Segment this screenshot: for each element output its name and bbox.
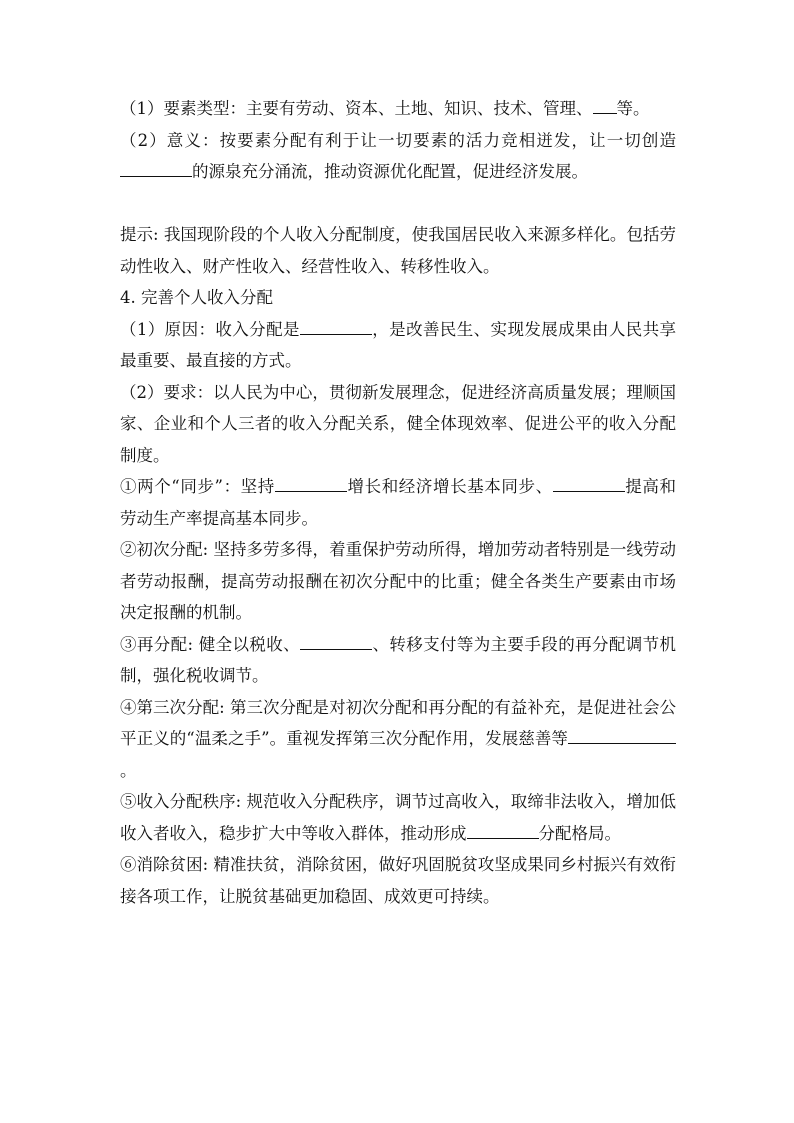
blank-line (593, 95, 617, 114)
text: （1）要素类型：主要有劳动、资本、土地、知识、技术、管理、 (120, 99, 593, 118)
text: 分配格局。 (538, 823, 621, 843)
document-body (120, 93, 676, 912)
blank-line (553, 473, 625, 492)
blank-line (300, 631, 372, 650)
blank-line (275, 473, 347, 492)
hint-paragraph: 提示: 我国现阶段的个人收入分配制度，使我国居民收入来源多样化。包括劳动性收入、财产性收入、经营性收入、转移性收入。 (120, 225, 676, 276)
text: 等。 (616, 99, 650, 118)
item-4-third-distribution (120, 692, 676, 787)
item-3-redistribution (120, 629, 676, 692)
blank-line (300, 316, 372, 335)
text: （2）意义：按要素分配有利于让一切要素的活力竞相迸发，让一切创造 (120, 130, 676, 150)
text: ③再分配: 健全以税收、 (120, 634, 301, 654)
text: ④第三次分配: 第三次分配是对初次分配和再分配的有益补充，是促进社会公平正义的“温柔之手”。重视发挥第三次分配作用，发展慈善等 (120, 697, 676, 748)
text: ①两个“同步”：坚持 (120, 477, 275, 496)
text: ，是改善民生、实现发展成果由人民共享最重要、最直接的方式。 (120, 319, 677, 370)
text: 增长和经济增长基本同步、 (346, 477, 553, 496)
blank-line (120, 158, 192, 177)
text: 。 (120, 760, 137, 780)
section-4-reason (120, 314, 676, 377)
text: ⑤收入分配秩序: 规范收入分配秩序，调节过高收入，取缔非法收入，增加低收入者收入，稳步扩大中等收入群体，推动形成 (120, 792, 676, 843)
item-1-two-sync (120, 471, 676, 534)
blank-line (568, 725, 676, 744)
section-4-title: 4. 完善个人收入分配 (120, 288, 273, 307)
section-4-requirement: （2）要求：以人民为中心，贯彻新发展理念，促进经济高质量发展；理顺国家、企业和个人三者的收入分配关系，健全体现效率、促进公平的收入分配制度。 (120, 382, 676, 465)
text: （1）原因：收入分配是 (120, 319, 300, 339)
spacer (120, 188, 676, 220)
item-2-primary-distribution: ②初次分配: 坚持多劳多得，着重保护劳动所得，增加劳动者特别是一线劳动者劳动报酬，提高劳动报酬在初次分配中的比重；健全各类生产要素由市场决定报酬的机制。 (120, 540, 676, 622)
item-6-eliminate-poverty: ⑥消除贫困: 精准扶贫，消除贫困，做好巩固脱贫攻坚成果同乡村振兴有效衔接各项工作，让脱贫基础更加稳固、成效更可持续。 (120, 855, 676, 906)
section-1-item-1 (120, 93, 676, 125)
section-1-item-2 (120, 125, 676, 188)
item-5-distribution-order (120, 786, 676, 849)
blank-line (467, 820, 539, 839)
text: 、转移支付等为主要手段的再分配调节机制，强化税收调节。 (120, 634, 677, 685)
text: 提高和劳动生产率提高基本同步。 (120, 477, 677, 528)
text: 的源泉充分涌流，推动资源优化配置，促进经济发展。 (192, 162, 588, 181)
